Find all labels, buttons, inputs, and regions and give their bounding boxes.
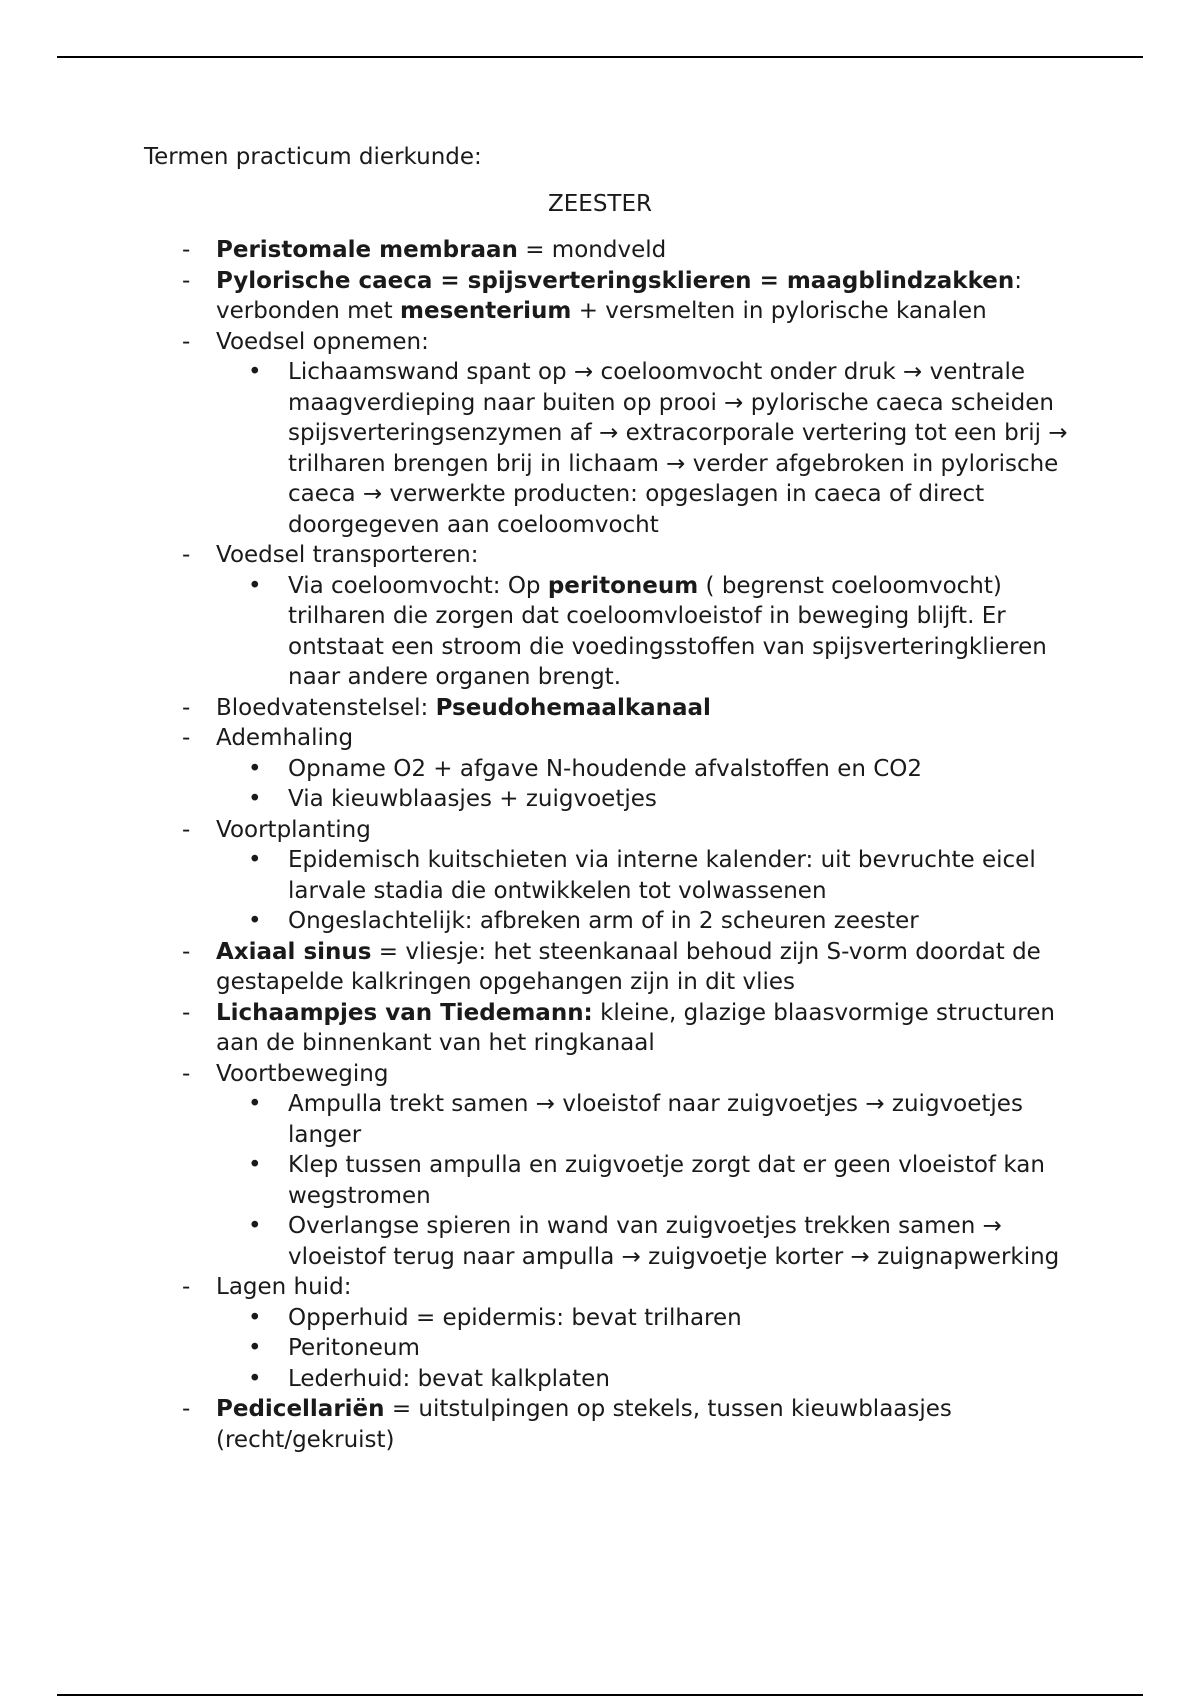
- sub-list-item: [216, 571, 1084, 693]
- sub-text: Opperhuid = epidermis: bevat trilharen: [288, 1304, 742, 1331]
- bullet-marker: •: [248, 786, 262, 812]
- sub-list-item: [216, 754, 1084, 785]
- term-bold: Pseudohemaalkanaal: [435, 694, 711, 721]
- sub-text: ( begrenst coeloomvocht) trilharen die zorgen dat coeloomvloeistof in beweging blijft. Er ontstaat een stroom die voedingsstoffen van spijsverteringklieren naar andere organen brengt.: [288, 572, 1047, 690]
- sub-text: Via coeloomvocht: Op: [288, 572, 548, 599]
- bullet-marker: •: [248, 1091, 262, 1117]
- sub-text: Ampulla trekt samen → vloeistof naar zuigvoetjes → zuigvoetjes langer: [288, 1091, 1023, 1148]
- sub-list: [216, 754, 1084, 815]
- list-item: [144, 937, 1084, 998]
- term-bold: Axiaal sinus: [216, 938, 372, 965]
- sub-text: Klep tussen ampulla en zuigvoetje zorgt dat er geen vloeistof kan wegstromen: [288, 1152, 1045, 1209]
- bullet-marker: •: [248, 847, 262, 873]
- term-bold: mesenterium: [400, 298, 572, 324]
- term-text: Voortplanting: [216, 816, 371, 843]
- list-item: [144, 540, 1084, 693]
- term-text: + versmelten in pylorische kanalen: [571, 298, 987, 324]
- term-bold: Pylorische caeca = spijsverteringsklieren = maagblindzakken: [216, 267, 1015, 294]
- term-text: Voedsel transporteren:: [216, 542, 479, 568]
- sub-list-item: [216, 1089, 1084, 1150]
- sub-list-item: [216, 1211, 1084, 1272]
- list-item: [144, 1272, 1084, 1394]
- term-text: = mondveld: [517, 237, 667, 263]
- dash-marker: -: [182, 328, 191, 355]
- sub-list-item: [216, 845, 1084, 906]
- sub-text: Opname O2 + afgave N-houdende afvalstoffen en CO2: [288, 755, 923, 782]
- dash-marker: -: [182, 1060, 191, 1087]
- dash-marker: -: [182, 725, 191, 751]
- dash-marker: -: [182, 237, 191, 263]
- sub-text: Overlangse spieren in wand van zuigvoetjes trekken samen → vloeistof terug naar ampulla → zuigvoetje korter → zuignapwerking: [288, 1213, 1060, 1270]
- term-bold: Pedicellariën: [216, 1396, 385, 1422]
- bullet-marker: •: [248, 572, 262, 599]
- sub-list-item: [216, 1150, 1084, 1211]
- bullet-marker: •: [248, 1335, 262, 1361]
- bullet-marker: •: [248, 908, 262, 934]
- sub-text: Via kieuwblaasjes + zuigvoetjes: [288, 786, 657, 812]
- sub-text: Lederhuid: bevat kalkplaten: [288, 1365, 610, 1392]
- term-text: : verbonden met: [216, 267, 1022, 324]
- sub-list-item: [216, 906, 1084, 937]
- document-title: Termen practicum dierkunde:: [144, 144, 482, 170]
- sub-list: [216, 1303, 1084, 1395]
- term-text: kleine, glazige blaasvormige structuren aan de binnenkant van het ringkanaal: [216, 999, 1055, 1056]
- dash-marker: -: [182, 1274, 191, 1300]
- bullet-marker: •: [248, 359, 262, 385]
- dash-marker: -: [182, 694, 191, 721]
- term-text: Voortbeweging: [216, 1060, 389, 1087]
- header-rule: [57, 56, 1143, 58]
- footer-rule: [57, 1694, 1143, 1696]
- sub-text: Epidemisch kuitschieten via interne kalender: uit bevruchte eicel larvale stadia die ontwikkelen tot volwassenen: [288, 847, 1036, 904]
- bullet-marker: •: [248, 755, 262, 782]
- dash-marker: -: [182, 999, 191, 1026]
- sub-text: Lichaamswand spant op → coeloomvocht onder druk → ventrale maagverdieping naar buiten op prooi → pylorische caeca scheiden spijsverteringsenzymen af → extracorporale vertering tot een brij → trilharen brengen brij in lichaam → verder afgebroken in pylorische caeca → verwerkte producten: opgeslagen in caeca of direct doorgegeven aan coeloomvocht: [288, 359, 1068, 538]
- bullet-marker: •: [248, 1213, 262, 1239]
- term-list: [144, 235, 1084, 1455]
- list-item: [144, 693, 1084, 724]
- dash-marker: -: [182, 938, 191, 965]
- sub-list: [216, 1089, 1084, 1272]
- term-bold: peritoneum: [547, 572, 699, 599]
- term-bold: Peristomale membraan: [216, 237, 518, 263]
- term-text: Lagen huid:: [216, 1274, 352, 1300]
- list-item: [144, 815, 1084, 937]
- dash-marker: -: [182, 542, 191, 568]
- term-text: Ademhaling: [216, 725, 354, 751]
- term-text: = uitstulpingen op stekels, tussen kieuwblaasjes (recht/gekruist): [216, 1396, 952, 1453]
- list-item: [144, 327, 1084, 541]
- term-text: = vliesje: het steenkanaal behoud zijn S-vorm doordat de gestapelde kalkringen opgehangen zijn in dit vlies: [216, 938, 1041, 995]
- sub-list-item: [216, 1303, 1084, 1334]
- sub-list-item: [216, 784, 1084, 815]
- bullet-marker: •: [248, 1152, 262, 1178]
- sub-list: [216, 571, 1084, 693]
- dash-marker: -: [182, 1396, 191, 1422]
- section-heading: ZEESTER: [548, 191, 652, 217]
- list-item: [144, 998, 1084, 1059]
- sub-list-item: [216, 357, 1084, 540]
- bullet-marker: •: [248, 1365, 262, 1392]
- list-item: [144, 266, 1084, 327]
- sub-text: Ongeslachtelijk: afbreken arm of in 2 scheuren zeester: [288, 908, 919, 934]
- term-text: Bloedvatenstelsel:: [216, 694, 436, 721]
- term-bold: Lichaampjes van Tiedemann:: [216, 999, 593, 1026]
- bullet-marker: •: [248, 1304, 262, 1331]
- list-item: [144, 723, 1084, 815]
- sub-list: [216, 845, 1084, 937]
- sub-list: [216, 357, 1084, 540]
- dash-marker: -: [182, 816, 191, 843]
- list-item: [144, 1059, 1084, 1273]
- sub-text: Peritoneum: [288, 1335, 420, 1361]
- list-item: [144, 235, 1084, 266]
- sub-list-item: [216, 1333, 1084, 1364]
- term-text: Voedsel opnemen:: [216, 328, 429, 355]
- list-item: [144, 1394, 1084, 1455]
- dash-marker: -: [182, 267, 191, 294]
- sub-list-item: [216, 1364, 1084, 1395]
